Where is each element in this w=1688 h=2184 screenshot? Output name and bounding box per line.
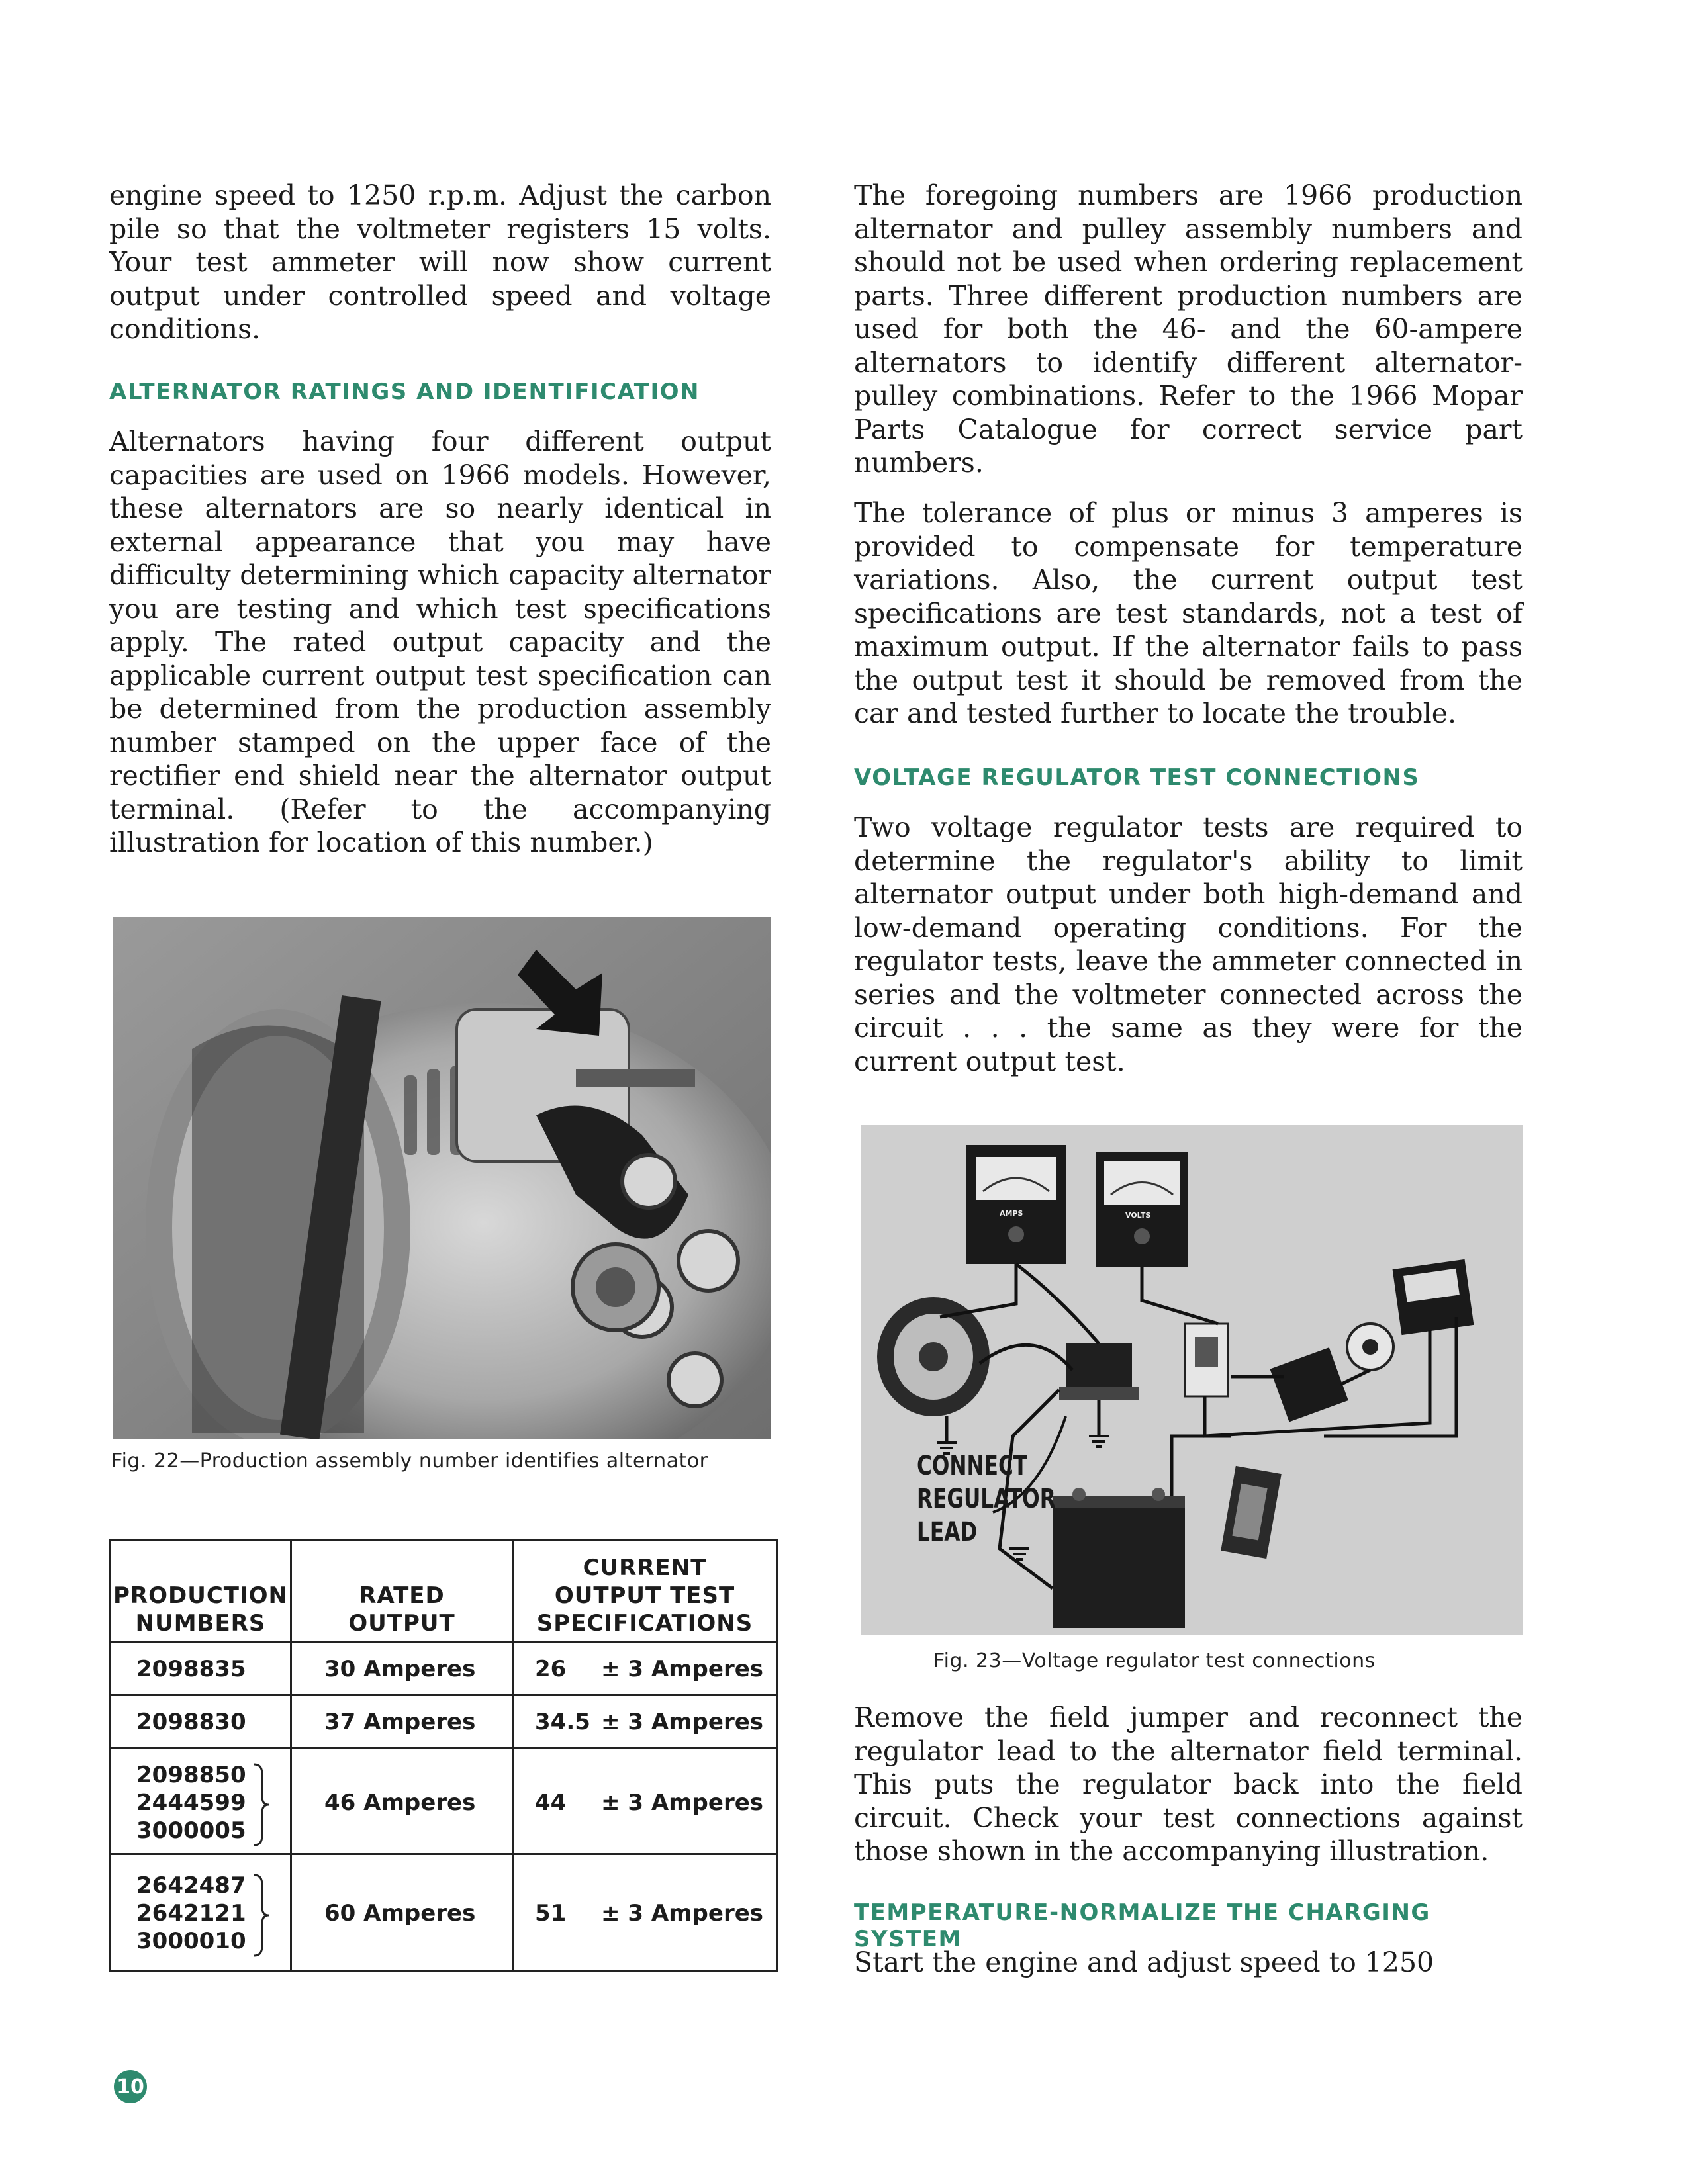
start-engine-paragraph: Start the engine and adjust speed to 1250 — [854, 1946, 1434, 1978]
rated-output: 46 Amperes — [324, 1790, 476, 1816]
header-current-output-spec: CURRENT OUTPUT TEST SPECIFICATIONS — [536, 1555, 753, 1637]
production-number: 3000010 — [136, 1928, 246, 1954]
production-number: 2098835 — [136, 1656, 246, 1682]
spec-tolerance: ± 3 Amperes — [601, 1790, 764, 1816]
fig23-caption: Fig. 23—Voltage regulator test connections — [933, 1649, 1376, 1672]
connect-regulator-lead-callout: CONNECT REGULATOR LEAD — [917, 1451, 1056, 1547]
section-heading-temperature-normalize: TEMPERATURE-NORMALIZE THE CHARGING SYSTEM — [854, 1899, 1430, 1952]
part-numbers-paragraph: The foregoing numbers are 1966 production alternator and pulley assembly numbers and should not be used when ordering replacement parts. Three different production numbers are used for both the 46- and the 60-ampere alternators to identify different alternator-pulley combinations. Refer to the 1966 Mopar Parts Catalogue for correct service part numbers. — [854, 179, 1523, 478]
rated-output: 30 Amperes — [324, 1656, 476, 1682]
production-number: 2098830 — [136, 1709, 246, 1735]
alternator-spec-table — [109, 1539, 778, 1972]
production-number: 3000005 — [136, 1817, 246, 1844]
battery-icon — [1053, 1488, 1185, 1628]
alternator-illustration — [113, 917, 771, 1439]
voltage-regulator-paragraph: Two voltage regulator tests are required to determine the regulator's ability to limit alternator output under both high-demand and low-demand operating conditions. For the regulator tests, leave the ammeter connected in series and the voltmeter connected across the circuit . . . the same as they were for the current output test. — [854, 811, 1523, 1077]
page-number: 10 — [114, 2070, 147, 2103]
spec-tolerance: ± 3 Amperes — [601, 1900, 764, 1927]
tolerance-paragraph: The tolerance of plus or minus 3 amperes is provided to compensate for temperature variations. Also, the current output test specifications are test standards, not a test of maximum output. If the alternator fails to pass the output test it should be removed from the car and tested further to locate the trouble. — [854, 497, 1523, 729]
ammeter-label: AMPS — [1000, 1209, 1023, 1218]
production-number: 2642487 — [136, 1872, 246, 1899]
section-heading-alternator-ratings: ALTERNATOR RATINGS AND IDENTIFICATION — [109, 379, 700, 405]
production-number: 2444599 — [136, 1790, 246, 1816]
alternator-ratings-paragraph: Alternators having four different output capacities are used on 1966 models. However, these alternators are so nearly identical in external appearance that you may have difficulty determining which capacity alternator you are testing and which test specifications apply. The rated output capacity and the applicable current output test specification can be determined from the production assembly number stamped on the upper face of the rectifier end shield near the alternator output terminal. (Refer to the accompanying illustration for location of this number.) — [109, 426, 771, 858]
regulator-icon — [1059, 1343, 1139, 1400]
spec-tolerance: ± 3 Amperes — [601, 1709, 764, 1735]
fig22-alternator-photo — [113, 917, 771, 1439]
fuse-block-icon — [1185, 1324, 1228, 1396]
gauge-icon — [1393, 1259, 1474, 1335]
spec-value: 44 — [535, 1790, 567, 1816]
rated-output: 37 Amperes — [324, 1709, 476, 1735]
right-column — [854, 0, 1523, 2184]
brace-icon — [252, 1762, 271, 1847]
rated-output: 60 Amperes — [324, 1900, 476, 1927]
spec-value: 26 — [535, 1656, 567, 1682]
voltmeter-icon — [1096, 1152, 1188, 1267]
spec-tolerance: ± 3 Amperes — [601, 1656, 764, 1682]
header-production-numbers: PRODUCTION NUMBERS — [113, 1582, 288, 1637]
spec-value: 51 — [535, 1900, 567, 1927]
alternator-icon — [877, 1297, 990, 1416]
fig22-caption: Fig. 22—Production assembly number identifies alternator — [111, 1449, 708, 1473]
ammeter-icon — [966, 1145, 1066, 1264]
section-heading-voltage-regulator: VOLTAGE REGULATOR TEST CONNECTIONS — [854, 764, 1420, 791]
production-number: 2642121 — [136, 1900, 246, 1927]
intro-paragraph: engine speed to 1250 r.p.m. Adjust the carbon pile so that the voltmeter registers 15 volts. Your test ammeter will now show current output under controlled speed and voltage conditions. — [109, 179, 771, 345]
brace-icon — [252, 1873, 271, 1958]
field-jumper-paragraph: Remove the field jumper and reconnect the regulator lead to the alternator field terminal. This puts the regulator back into the field circuit. Check your test connections against those shown in the accompanying illustration. — [854, 1702, 1523, 1867]
spec-value: 34.5 — [535, 1709, 590, 1735]
header-rated-output: RATED OUTPUT — [348, 1582, 455, 1637]
fig23-test-connections-diagram — [861, 1125, 1523, 1635]
production-number: 2098850 — [136, 1762, 246, 1788]
voltmeter-label: VOLTS — [1125, 1211, 1151, 1220]
